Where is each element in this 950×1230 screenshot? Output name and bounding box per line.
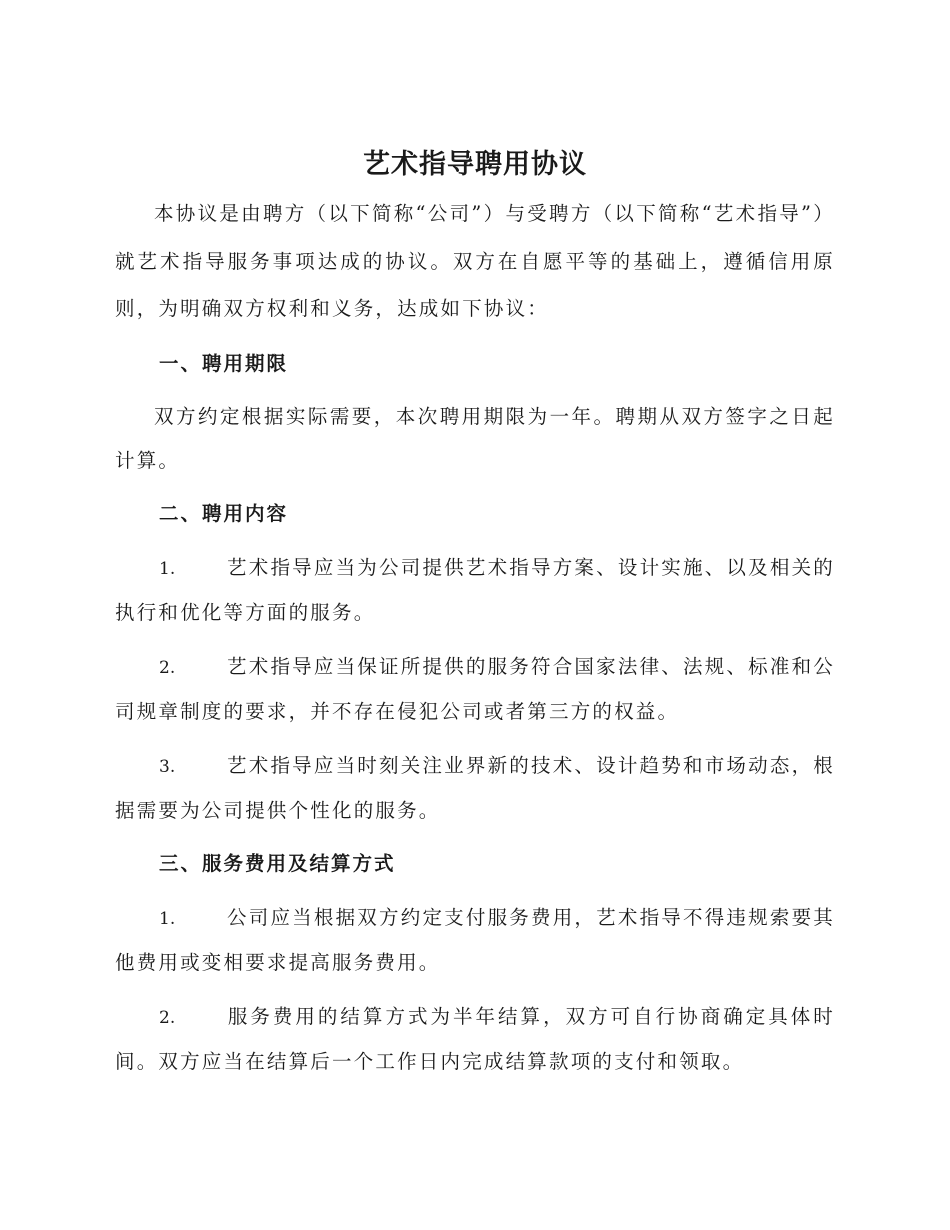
spacer: [115, 833, 835, 842]
item-text: 服务费用的结算方式为半年结算，双方可自行协商确定具体时间。双方应当在结算后一个工作日内完成结算款项的支付和领取。: [115, 1004, 835, 1073]
list-item: [115, 546, 835, 635]
spacer: [115, 536, 835, 546]
section-paragraph-term: 双方约定根据实际需要，本次聘用期限为一年。聘期从双方签字之日起计算。: [115, 404, 835, 472]
section-heading-content: 二、聘用内容: [159, 501, 289, 525]
spacer: [115, 635, 835, 645]
intro-paragraph: 本协议是由聘方（以下简称“公司”）与受聘方（以下简称“艺术指导”）就艺术指导服务事项达成的协议。双方在自愿平等的基础上，遵循信用原则，为明确双方权利和义务，达成如下协议：: [115, 202, 835, 320]
list-item: [115, 744, 835, 833]
spacer: [115, 386, 835, 395]
spacer: [115, 333, 835, 342]
item-text: 艺术指导应当为公司提供艺术指导方案、设计实施、以及相关的执行和优化等方面的服务。: [115, 555, 835, 624]
item-number: 2.: [159, 1007, 176, 1028]
item-number: 2.: [159, 657, 176, 678]
item-number: 3.: [159, 756, 176, 777]
item-text: 艺术指导应当保证所提供的服务符合国家法律、法规、标准和公司规章制度的要求，并不存在侵犯公司或者第三方的权益。: [115, 654, 835, 723]
item-number: 1.: [159, 908, 176, 929]
list-item: [115, 995, 835, 1084]
list-item: [115, 896, 835, 985]
document-title: 艺术指导聘用协议: [363, 149, 587, 180]
document-body: [115, 190, 835, 1084]
item-number: 1.: [159, 558, 176, 579]
section-heading-term: 一、聘用期限: [159, 351, 289, 375]
item-text: 公司应当根据双方约定支付服务费用，艺术指导不得违规索要其他费用或变相要求提高服务费用。: [115, 905, 835, 974]
spacer: [115, 886, 835, 896]
item-text: 艺术指导应当时刻关注业界新的技术、设计趋势和市场动态，根据需要为公司提供个性化的服务。: [115, 753, 835, 822]
list-item: [115, 645, 835, 734]
spacer: [115, 483, 835, 492]
section-heading-fees: 三、服务费用及结算方式: [159, 851, 396, 875]
spacer: [115, 734, 835, 744]
spacer: [115, 985, 835, 995]
